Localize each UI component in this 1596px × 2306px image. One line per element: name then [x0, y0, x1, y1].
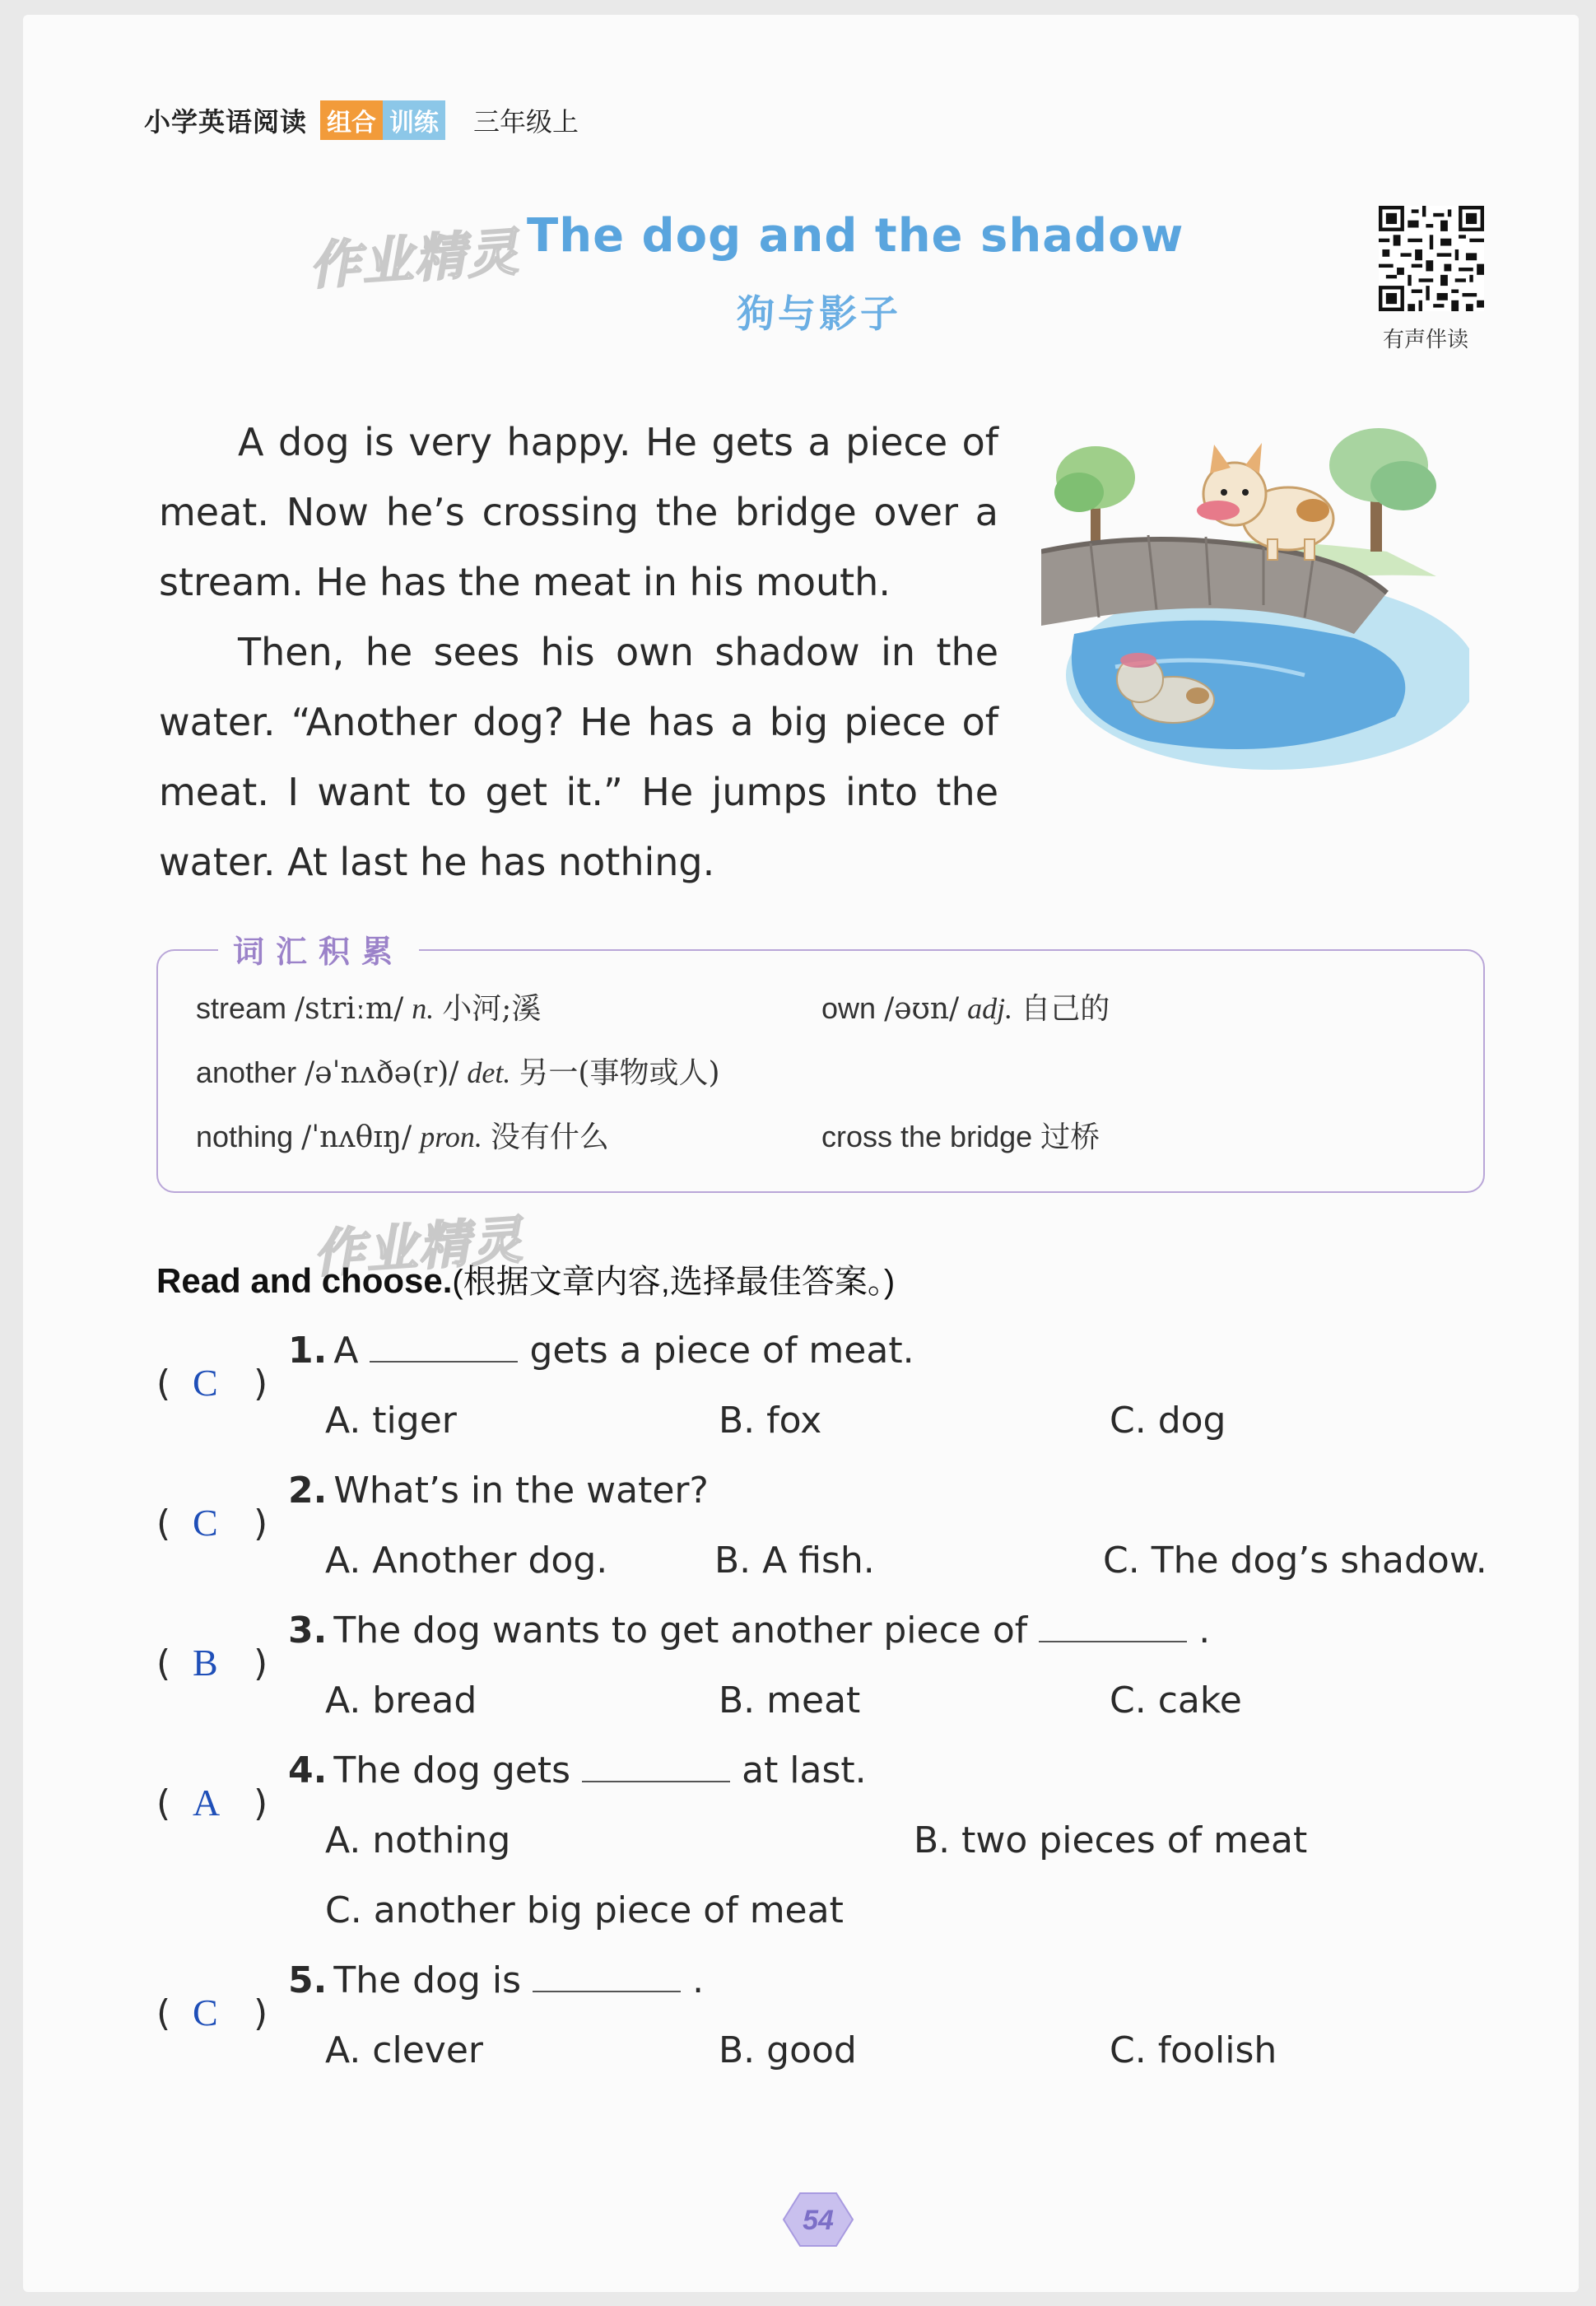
page-header — [144, 100, 579, 140]
question-number: 2. — [288, 1470, 328, 1512]
task-instruction — [156, 1255, 895, 1302]
story-title: The dog and the shadow — [527, 209, 1184, 263]
answer-blank — [582, 1756, 730, 1782]
page-number: 54 — [803, 2205, 834, 2236]
question-number: 5. — [288, 1959, 328, 2001]
option-a[interactable]: A. tiger — [325, 1400, 457, 1442]
grade-label: 三年级上 — [473, 107, 579, 137]
answer-blank — [533, 1966, 681, 1992]
vocab-item-cross-the-bridge: cross the bridge 过桥 — [821, 1120, 1100, 1154]
series-tag-2: 训练 — [383, 100, 445, 140]
story-subtitle: 狗与影子 — [737, 292, 901, 335]
answer-value[interactable]: B — [193, 1642, 218, 1684]
vocab-item-another: another /əˈnʌðə(r)/ det. 另一(事物或人) — [196, 1055, 720, 1090]
option-b[interactable]: B. meat — [719, 1679, 861, 1721]
option-c[interactable]: C. dog — [1110, 1400, 1226, 1442]
task-title: Read and choose. — [156, 1261, 453, 1300]
question-number: 1. — [288, 1330, 328, 1372]
option-c[interactable]: C. another big piece of meat — [325, 1889, 844, 1931]
page-number-badge — [782, 2190, 854, 2249]
answer-value[interactable]: C — [193, 1992, 218, 2033]
option-b[interactable]: B. two pieces of meat — [914, 1819, 1308, 1861]
answer-value[interactable]: C — [193, 1502, 218, 1544]
answer-value[interactable]: A — [193, 1782, 221, 1824]
story-paragraph-2: Then, he sees his own shadow in the water. “Another dog? He has a big piece of meat. I want to get it.” He jumps into the water. At last he has nothing. — [159, 630, 998, 884]
question-number: 3. — [288, 1610, 328, 1651]
option-a[interactable]: A. clever — [325, 2029, 483, 2071]
option-c[interactable]: C. foolish — [1110, 2029, 1277, 2071]
option-a[interactable]: A. nothing — [325, 1819, 511, 1861]
vocab-item-stream: stream /striːm/ n. 小河;溪 — [196, 991, 542, 1026]
story-text — [159, 408, 998, 897]
question-number: 4. — [288, 1749, 328, 1791]
answer-blank — [370, 1336, 518, 1363]
vocab-item-own: own /əʊn/ adj. 自己的 — [821, 991, 1110, 1026]
question-2: ( C ) 2. What’s in the water? — [156, 1470, 709, 1544]
option-b[interactable]: B. fox — [719, 1400, 822, 1442]
option-a[interactable]: A. bread — [325, 1679, 477, 1721]
book-title: 小学英语阅读 — [144, 107, 308, 137]
question-3: ( B ) 3. The dog wants to get another piece of . — [156, 1610, 1211, 1684]
answer-blank — [1039, 1616, 1187, 1642]
option-c[interactable]: C. cake — [1110, 1679, 1242, 1721]
task-note: (根据文章内容,选择最佳答案。) — [452, 1264, 896, 1300]
question-1: ( C ) 1. A gets a piece of meat. — [156, 1330, 914, 1405]
option-a[interactable]: A. Another dog. — [325, 1540, 608, 1582]
watermark: 作业精灵 — [311, 1212, 526, 1283]
watermark: 作业精灵 — [307, 224, 522, 296]
dog-bridge-illustration — [1041, 428, 1469, 774]
story-paragraph-1: A dog is very happy. He gets a piece of meat. Now he’s crossing the bridge over a stream. He has the meat in his mouth. — [159, 420, 998, 604]
qr-code-icon[interactable] — [1379, 206, 1484, 311]
question-5: ( C ) 5. The dog is . — [156, 1959, 705, 2034]
tree-left — [1054, 446, 1135, 552]
option-b[interactable]: B. A fish. — [714, 1540, 875, 1582]
qr-label: 有声伴读 — [1383, 327, 1469, 352]
option-c[interactable]: C. The dog’s shadow. — [1103, 1540, 1487, 1582]
vocab-item-nothing: nothing /ˈnʌθɪŋ/ pron. 没有什么 — [196, 1120, 609, 1154]
answer-value[interactable]: C — [193, 1362, 218, 1404]
tree-right — [1329, 428, 1436, 552]
series-tag-1: 组合 — [320, 100, 383, 140]
question-4: ( A ) 4. The dog gets at last. — [156, 1749, 867, 1824]
series-tag — [320, 100, 445, 140]
vocab-heading: 词汇积累 — [218, 926, 419, 971]
option-b[interactable]: B. good — [719, 2029, 857, 2071]
